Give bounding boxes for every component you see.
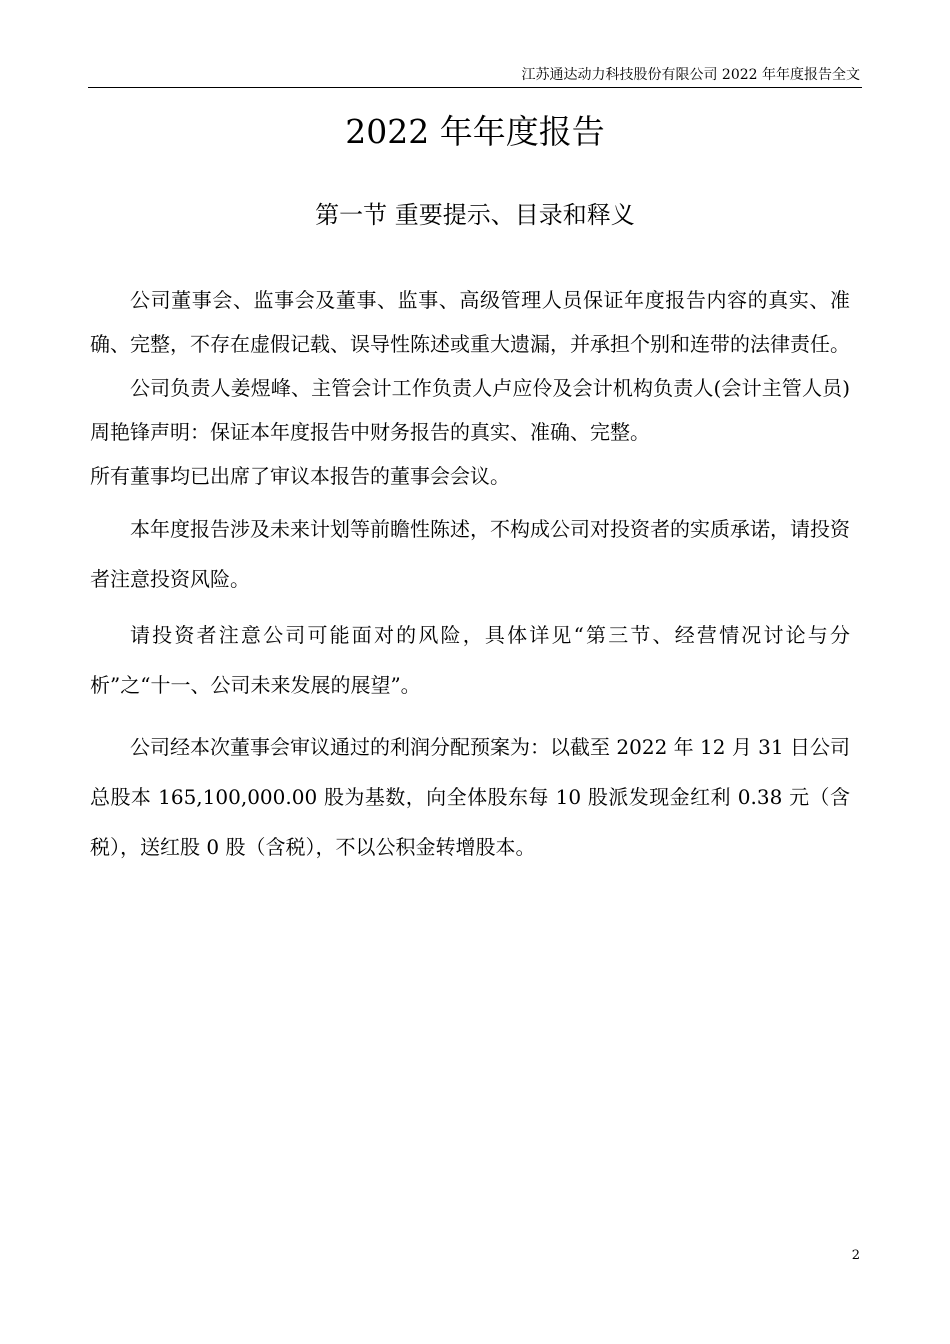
- paragraph-risk-notice: 请投资者注意公司可能面对的风险，具体详见“第三节、经营情况讨论与分析”之“十一、公司未来发展的展望”。: [90, 623, 850, 697]
- header-divider: [88, 87, 862, 88]
- page-number: 2: [851, 1248, 860, 1263]
- paragraph-profit-distribution: 公司经本次董事会审议通过的利润分配预案为：以截至 2022 年 12 月 31 日公司总股本 165,100,000.00 股为基数，向全体股东每 10 股派发现金红利 0.38 元（含税），送红股 0 股（含税），不以公积金转增股本。: [90, 735, 850, 859]
- paragraph-directors-attendance: 所有董事均已出席了审议本报告的董事会会议。: [90, 464, 510, 488]
- paragraph-forward-looking: 本年度报告涉及未来计划等前瞻性陈述，不构成公司对投资者的实质承诺，请投资者注意投资风险。: [90, 517, 850, 591]
- section-heading: 第一节 重要提示、目录和释义: [315, 201, 635, 229]
- paragraph-officer-declaration: 公司负责人姜煜峰、主管会计工作负责人卢应伶及会计机构负责人(会计主管人员)周艳锋声明：保证本年度报告中财务报告的真实、准确、完整。: [90, 376, 850, 444]
- report-title: 2022 年年度报告: [345, 112, 605, 151]
- running-header: 江苏通达动力科技股份有限公司 2022 年年度报告全文: [521, 67, 860, 83]
- paragraph-board-guarantee: 公司董事会、监事会及董事、监事、高级管理人员保证年度报告内容的真实、准确、完整，不存在虚假记载、误导性陈述或重大遗漏，并承担个别和连带的法律责任。: [90, 288, 850, 356]
- document-body: [90, 278, 850, 872]
